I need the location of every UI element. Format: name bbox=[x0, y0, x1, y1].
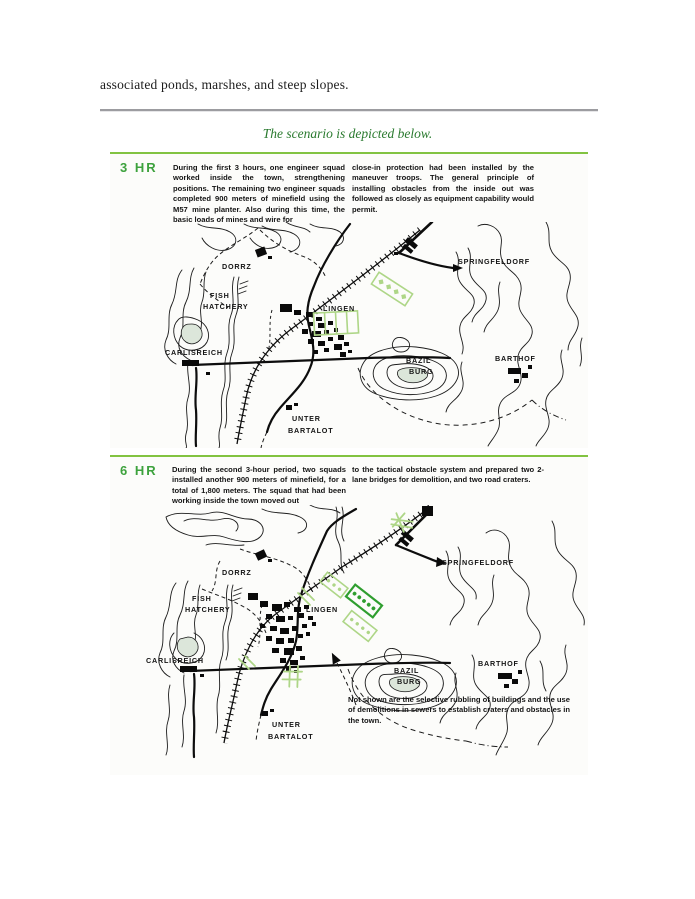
map-3hr bbox=[110, 222, 588, 448]
map-label-unter: UNTER bbox=[272, 720, 301, 729]
time-label-6hr: 6 HR bbox=[120, 463, 158, 478]
intro-paragraph: associated ponds, marshes, and steep slopes. bbox=[100, 77, 349, 92]
minefield-light-2 bbox=[343, 611, 377, 642]
map-label-lingen: LINGEN bbox=[306, 605, 338, 614]
map-label-springfeldorf: SPRINGFELDORF bbox=[458, 257, 530, 266]
map-label-carlisreich: CARLISREICH bbox=[146, 656, 204, 665]
map-label-lingen: LINGEN bbox=[323, 304, 355, 313]
map-label-burg: BURG bbox=[397, 677, 422, 686]
map-label-fish: FISH bbox=[210, 291, 230, 300]
map-label-hatchery: HATCHERY bbox=[203, 302, 249, 311]
figure-3hr bbox=[110, 152, 588, 448]
map-label-bazil: BAZIL bbox=[406, 356, 432, 365]
narrative-3hr-col2: close-in protection had been installed by the maneuver troops. The general principle of installing obstacles from the inside out was followed as closely as equipment capability would permit. bbox=[352, 163, 534, 214]
minefield-light-1 bbox=[320, 572, 348, 597]
scenario-caption: The scenario is depicted below. bbox=[262, 126, 433, 141]
map-label-bartalot: BARTALOT bbox=[268, 732, 314, 741]
map-label-bazil: BAZIL bbox=[394, 666, 420, 675]
figure-3hr-top-line bbox=[110, 152, 588, 154]
narrative-3hr-col1: During the first 3 hours, one engineer squad worked inside the town, strengthening positions. The remaining two engineer squads completed 900 meters of minefield using the M57 mine planter. Also during this time, the basic loads of mines and wire for bbox=[173, 163, 345, 225]
map-label-bartalot: BARTALOT bbox=[288, 426, 334, 435]
narrative-6hr-col1: During the second 3-hour period, two squads installed another 900 meters of minefield, for a total of 1,800 meters. The squad that had been working inside the town moved out bbox=[172, 465, 346, 506]
map-label-carlisreich: CARLISREICH bbox=[165, 348, 223, 357]
minefield-diamond-symbol bbox=[371, 272, 412, 306]
narrative-6hr-col2: to the tactical obstacle system and prepared two 2-lane bridges for demolition, and two road craters. bbox=[352, 465, 544, 485]
map-label-unter: UNTER bbox=[292, 414, 321, 423]
horizontal-rule bbox=[100, 109, 598, 112]
figure-6hr-top-line bbox=[110, 455, 588, 457]
map-label-springfeldorf: SPRINGFELDORF bbox=[442, 558, 514, 567]
map-label-barthof: BARTHOF bbox=[495, 354, 536, 363]
time-label-3hr: 3 HR bbox=[120, 160, 158, 175]
map-label-dorrz: DORRZ bbox=[222, 568, 252, 577]
map-labels bbox=[165, 257, 536, 435]
minefield-dark bbox=[346, 585, 382, 618]
contour-lines bbox=[165, 222, 582, 448]
figure-6hr bbox=[110, 455, 588, 775]
map-label-fish: FISH bbox=[192, 594, 212, 603]
map-6hr bbox=[110, 505, 588, 775]
map-label-dorrz: DORRZ bbox=[222, 262, 252, 271]
note-6hr: Not shown are the selective rubbling of buildings and the use of demolitions in sewers to establish craters and obstacles in the town. bbox=[348, 695, 570, 725]
map-label-barthof: BARTHOF bbox=[478, 659, 519, 668]
map-label-burg: BURG bbox=[409, 367, 434, 376]
map-label-hatchery: HATCHERY bbox=[185, 605, 231, 614]
